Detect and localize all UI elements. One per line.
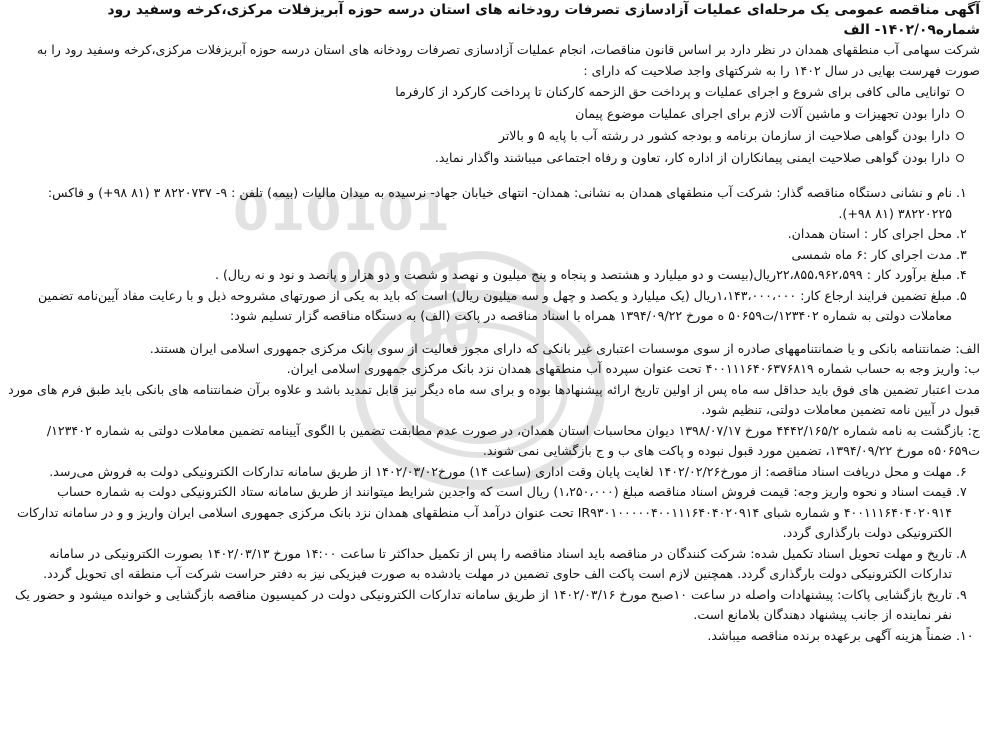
detail-item-8: ۸. تاریخ و مهلت تحویل اسناد تکمیل شده: شرکت کنندگان در مناقصه باید اسناد مناقصه را پس از تکمیل حداکثر تا ساعت ۱۴:۰۰ مورخ ۱۴۰۲/۰۳/۱۳ بصورت الکترونیکی در سامانه تدارکات الکترونیکی دولت بارگذاری گردد. همچنین لازم است پاکت الف حاوی تضمین در مهلت یادشده به صورت فیزیکی نیز به دفتر حراست شرکت آب منطقه ای تحویل گردد.: [43, 545, 967, 581]
qualification-item: دارا بودن گواهی صلاحیت ایمنی پیمانکاران از اداره کار، تعاون و رفاه اجتماعی میباشند واگذار نماید.: [6, 147, 964, 169]
tender-details-list: [6, 183, 980, 327]
svg-text:010101: 010101: [232, 183, 450, 243]
notice-title: آگهی مناقصه عمومی یک مرحله‌ای عملیات آزادسازی تصرفات رودخانه های استان درسه حوزه آبریزفلات مرکزی،کرخه وسفید رود: [107, 2, 980, 18]
guarantee-type-a: الف: ضمانتنامه بانکی و یا ضمانتنامههای صادره از سوی موسسات اعتباری غیر بانکی که دارای مجوز فعالیت از سوی بانک مرکزی جمهوری اسلامی ایران هستند.: [149, 340, 980, 356]
guarantee-type-b: ب: واریز وجه به حساب شماره ۴۰۰۱۱۱۶۴۰۶۳۷۶۸۱۹ تحت عنوان سپرده آب منطقهای همدان نزد بانک مرکزی جمهوری اسلامی ایران.: [286, 361, 980, 376]
detail-item-10: ۱۰. ضمناً هزینه آگهی برعهده برنده مناقصه میباشد.: [707, 627, 974, 643]
tender-schedule-list: [6, 462, 980, 647]
intro-paragraph: شرکت سهامی آب منطقهای همدان در نظر دارد بر اساس قانون مناقصات، انجام عملیات آزادسازی تصرفات رودخانه های استان درسه حوزه آبریزفلات مرکزی،کرخه وسفید رود را به صورت فهرست بهایی در سال ۱۴۰۲ را به شرکتهای واجد صلاحیت که دارای :: [36, 42, 980, 78]
qualification-item: توانایی مالی کافی برای شروع و اجرای عملیات و پرداخت حق الزحمه کارکنان تا پرداخت کارکرد از کارفرما: [6, 81, 964, 103]
guarantee-note-c: ج: بازگشت به نامه شماره ۴۴۴۲/۱۶۵/۲ مورخ ۱۳۹۸/۰۷/۱۷ دیوان محاسبات استان همدان، در صورت عدم مطابقت تضمین با الگوی آیینامه تضمین معاملات دولتی به شماره ۱۲۳۴۰۲/ت۵۰۶۵۹ه مورخ ۱۳۹۴/۰۹/۲۲، تضمین مورد قبول نبوده و پاکت های ب و ج بازگشایی نمی شوند.: [46, 422, 980, 458]
detail-item-4: ۴. مبلغ برآورد کار : ۲۲،۸۵۵،۹۶۲،۵۹۹ریال(بیست و دو میلیارد و هشتصد و پنجاه و پنج میلیون و نهصد و شصت و دو هزار و پانصد و نود و نه ریال) .: [214, 267, 967, 282]
notice-number: شماره۱۴۰۲/۰۹- الف: [843, 22, 980, 38]
detail-item-1: ۱. نام و نشانی دستگاه مناقصه گذار: شرکت آب منطقهای همدان به نشانی: همدان- انتهای خیابان جهاد- نرسیده به میدان مالیات (بیمه) تلفن : ۹- ۸۲۲۰۷۳۷ ۳ (۸۱ ۹۸+) و فاکس: ۳۸۲۲۰۲۲۵ (۸۱ ۹۸+).: [47, 185, 967, 221]
detail-item-5: ۵. مبلغ تضمین فرایند ارجاع کار: ۱،۱۴۳،۰۰۰،۰۰۰ریال (یک میلیارد و یکصد و چهل و سه میلیون ریال) است که باید به یکی از صورتهای مشروحه ذیل و با رعایت مفاد آیین‌نامه تضمین معاملات دولتی به شماره ۱۲۳۴۰۲/ت۵۰۶۵۹ ه مورخ ۱۳۹۴/۰۹/۲۲ همراه با اسناد مناقصه در پاکت (الف) به دستگاه مناقصه گزار تسلیم شود:: [38, 287, 967, 323]
qualification-item: دارا بودن گواهی صلاحیت از سازمان برنامه و بودجه کشور در رشته آب با پایه ۵ و بالاتر: [6, 125, 964, 147]
qualification-list: [6, 81, 980, 169]
detail-item-3: ۳. مدت اجرای کار :۶ ماه شمسی: [791, 246, 967, 262]
svg-text:0001: 0001: [325, 243, 470, 303]
detail-item-6: ۶. مهلت و محل دریافت اسناد مناقصه: از مورخ۱۴۰۲/۰۲/۲۶ لغایت پایان وقت اداری (ساعت ۱۴) مورخ۱۴۰۲/۰۳/۰۲ از طریق سامانه تدارکات الکترونیکی دولت به فروش می‌رسد.: [49, 463, 967, 479]
qualification-item: دارا بودن تجهیزات و ماشین آلات لازم برای اجرای عملیات موضوع پیمان: [6, 103, 964, 125]
detail-item-9: ۹. تاریخ بازگشایی پاکات: پیشنهادات واصله در ساعت ۱۰صبح مورخ ۱۴۰۲/۰۳/۱۶ از طریق سامانه تدارکات الکترونیکی دولت در کمیسیون مناقصه بازگشایی و خوانده میشود و حضور یک نفر نماینده از جانب پیشنهاد دهندگان بلامانع است.: [15, 586, 967, 622]
svg-text:00: 00: [407, 303, 480, 363]
guarantee-validity: مدت اعتبار تضمین های فوق باید حداقل سه ماه پس از اولین تاریخ ارائه پیشنهادها بوده و برای سه ماه دیگر نیز قابل تمدید باشد و علاوه برآن ضمانتنامه های بانکی باید طبق فرم های مورد قبول در آیین نامه تضمین معاملات دولتی، تنظیم شود.: [8, 381, 980, 417]
detail-item-7: ۷. قیمت اسناد و نحوه واریز وجه: قیمت فروش اسناد مناقصه مبلغ (۱،۲۵۰،۰۰۰) ریال است که واجدین شرایط میتوانند از طریق سامانه ستاد الکترونیکی دولت به شماره حساب ۴۰۰۱۱۱۶۴۰۴۰۲۰۹۱۴ و شماره شبای IR۹۳۰۱۰۰۰۰۰۴۰۰۱۱۱۶۴۰۴۰۲۰۹۱۴ تحت عنوان درآمد آب منطقهای همدان نزد بانک مرکزی جمهوری اسلامی ایران واریز و و در سامانه تدارکات الکترونیکی دولت بارگذاری گردد.: [17, 484, 967, 540]
detail-item-2: ۲. محل اجرای کار : استان همدان.: [787, 226, 967, 241]
